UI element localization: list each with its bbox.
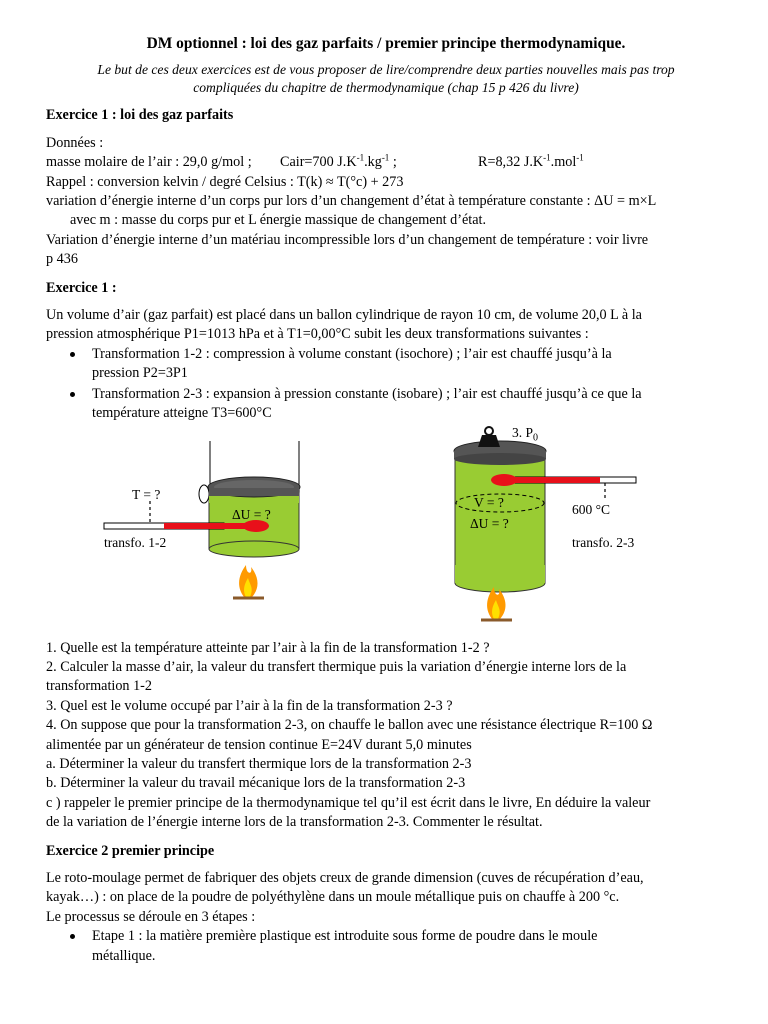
right-pressure-label: 3. $P_0$ bbox=[512, 424, 539, 444]
right-temperature-label: 600 °C bbox=[572, 501, 611, 517]
rappel-line: Rappel : conversion kelvin / degré Celsius : T(k) ≈ T(°c) + 273 bbox=[46, 173, 404, 190]
ex2-paragraph-2: kayak…) : on place de la poudre de polyéthylène dans un moule métallique puis on chauffe à 200 °c. bbox=[46, 889, 620, 906]
exercise-1-heading: Exercice 1 : loi des gaz parfaits bbox=[46, 107, 234, 124]
constants-line bbox=[46, 153, 726, 172]
transformation-figure bbox=[46, 425, 726, 639]
question-line: transformation 1-2 bbox=[46, 678, 152, 695]
ex1-paragraph-1: Un volume d’air (gaz parfait) est placé dans un ballon cylindrique de rayon 10 cm, de volume 20,0 L à la bbox=[46, 307, 642, 324]
list-item: Etape 1 : la matière première plastique est introduite sous forme de poudre dans le moule métallique. bbox=[46, 927, 726, 966]
variation-2: Variation d’énergie interne d’un matériau incompressible lors d’un changement de température : voir livre bbox=[46, 231, 649, 248]
figure-drawing bbox=[46, 425, 726, 639]
question-line: c ) rappeler le premier principe de la thermodynamique tel qu’il est écrit dans le livre, En déduire la valeur bbox=[46, 794, 651, 811]
question-line: 2. Calculer la masse d’air, la valeur du transfert thermique puis la variation d’énergie interne lors de la bbox=[46, 658, 627, 675]
question-line: 4. On suppose que pour la transformation 2-3, on chauffe le ballon avec une résistance électrique R=100 Ω bbox=[46, 717, 653, 734]
exercise-2-heading: Exercice 2 premier principe bbox=[46, 842, 215, 859]
intro-text bbox=[46, 61, 726, 97]
left-cylinder bbox=[199, 441, 300, 557]
right-du-label: ΔU = ? bbox=[470, 515, 509, 531]
left-flame-icon bbox=[233, 565, 264, 598]
left-du-label: ΔU = ? bbox=[232, 506, 271, 522]
right-caption: transfo. 2-3 bbox=[572, 534, 635, 550]
exercise-1b-heading: Exercice 1 : bbox=[46, 279, 117, 296]
right-volume-label: V = ? bbox=[474, 494, 504, 510]
cair-value: Cair=700 $J.K^{-1}.kg^{-1}$ ; bbox=[280, 152, 397, 171]
steps-list bbox=[46, 927, 726, 966]
questions-list bbox=[46, 639, 726, 833]
question-line: a. Déterminer la valeur du transfert thermique lors de la transformation 2-3 bbox=[46, 755, 472, 772]
variation-1b: avec m : masse du corps pur et L énergie massique de changement d’état. bbox=[70, 212, 487, 229]
ex1-paragraph-2: pression atmosphérique P1=1013 hPa et à T1=0,00°C subit les deux transformations suivantes : bbox=[46, 326, 589, 343]
left-temperature-label: T = ? bbox=[132, 486, 161, 502]
document-title: DM optionnel : loi des gaz parfaits / premier principe thermodynamique. bbox=[146, 35, 626, 52]
intro-line-2: compliquées du chapitre de thermodynamique (chap 15 p 426 du livre) bbox=[193, 80, 579, 96]
ex2-paragraph-3: Le processus se déroule en 3 étapes : bbox=[46, 908, 256, 925]
list-item: Transformation 2-3 : expansion à pression constante (isobare) ; l’air est chauffé jusqu’à ce que la température atteigne T3=600°C bbox=[46, 385, 726, 424]
r-constant: R=8,32 $J.K^{-1}.mol^{-1}$ bbox=[478, 152, 584, 171]
document-page bbox=[46, 34, 726, 967]
ex2-paragraph-1: Le roto-moulage permet de fabriquer des objets creux de grande dimension (cuves de récupération d’eau, bbox=[46, 869, 644, 886]
variation-2b: p 436 bbox=[46, 251, 78, 268]
data-section bbox=[46, 134, 726, 270]
donnees-label: Données : bbox=[46, 134, 104, 151]
question-line: b. Déterminer la valeur du travail mécanique lors de la transformation 2-3 bbox=[46, 775, 466, 792]
list-item: Transformation 1-2 : compression à volume constant (isochore) ; l’air est chauffé jusqu’à la pression P2=3P1 bbox=[46, 345, 726, 384]
question-line: 1. Quelle est la température atteinte par l’air à la fin de la transformation 1-2 ? bbox=[46, 639, 490, 656]
left-caption: transfo. 1-2 bbox=[104, 534, 167, 550]
molar-mass: masse molaire de l’air : 29,0 g/mol ; bbox=[46, 154, 252, 171]
intro-line-1: Le but de ces deux exercices est de vous proposer de lire/comprendre deux parties nouvelles mais pas trop bbox=[97, 62, 675, 78]
transformation-list bbox=[46, 345, 726, 424]
question-line: de la variation de l’énergie interne lors de la transformation 2-3. Commenter le résultat. bbox=[46, 814, 543, 831]
question-line: 3. Quel est le volume occupé par l’air à la fin de la transformation 2-3 ? bbox=[46, 697, 453, 714]
question-line: alimentée par un générateur de tension continue E=24V durant 5,0 minutes bbox=[46, 736, 472, 753]
variation-1: variation d’énergie interne d’un corps pur lors d’un changement d’état à température constante : ΔU = m×L bbox=[46, 193, 657, 210]
